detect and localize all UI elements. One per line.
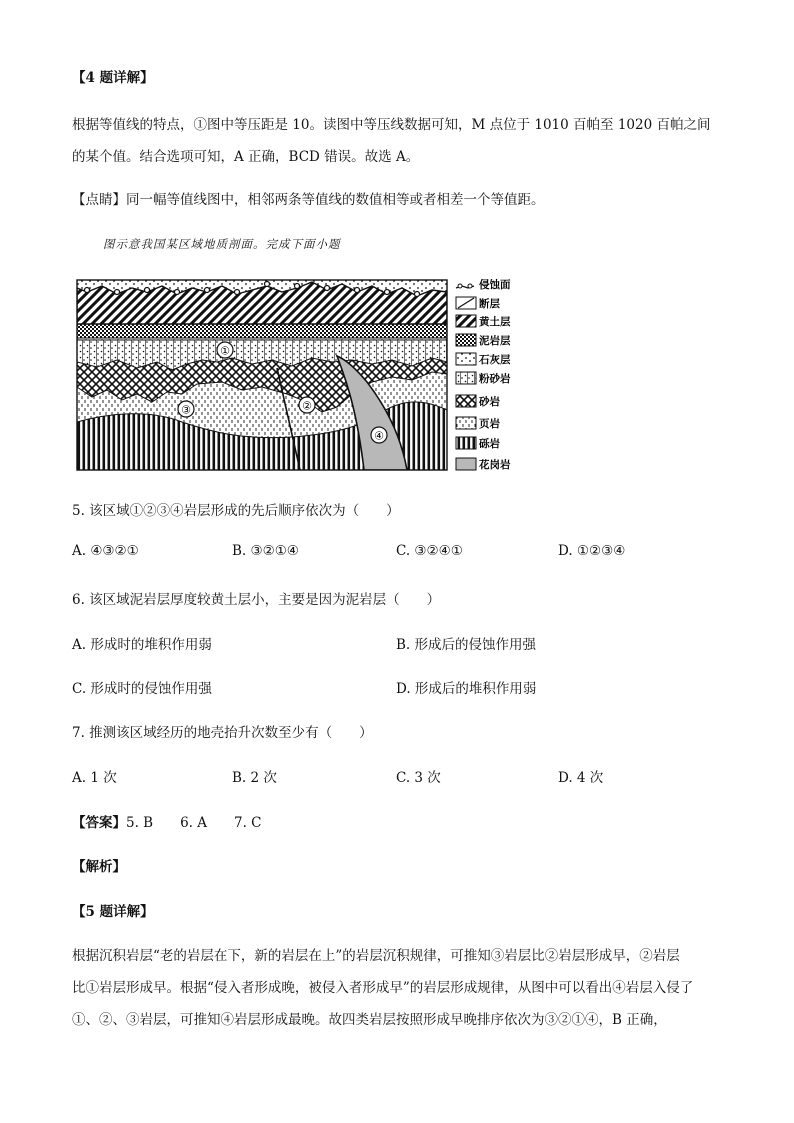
svg-text:页岩: 页岩 bbox=[479, 418, 500, 430]
legend-gravel bbox=[456, 437, 500, 450]
q6-option-c[interactable]: C. 形成时的侵蚀作用强 bbox=[72, 681, 212, 697]
q7-option-b[interactable]: B. 2 次 bbox=[232, 770, 277, 786]
svg-text:砾岩: 砾岩 bbox=[479, 438, 500, 450]
marker-4 bbox=[371, 427, 387, 443]
sec4-line2: 的某个值。结合选项可知，A 正确，BCD 错误。故选 A。 bbox=[72, 149, 420, 165]
q6-stem: 6. 该区域泥岩层厚度较黄土层小，主要是因为泥岩层（ ） bbox=[72, 592, 441, 608]
svg-text:侵蚀面: 侵蚀面 bbox=[479, 279, 511, 291]
svg-text:④: ④ bbox=[374, 429, 384, 443]
marker-1 bbox=[217, 342, 233, 358]
svg-text:②: ② bbox=[302, 399, 312, 413]
layer-mudstone bbox=[77, 324, 447, 338]
legend-shale bbox=[456, 417, 500, 430]
legend-granite bbox=[456, 458, 511, 471]
svg-text:石灰层: 石灰层 bbox=[479, 354, 511, 366]
q5-option-d[interactable]: D. ①②③④ bbox=[558, 543, 626, 559]
svg-text:花岗岩: 花岗岩 bbox=[479, 459, 511, 471]
legend-siltstone bbox=[456, 372, 511, 385]
svg-text:砂岩: 砂岩 bbox=[479, 396, 500, 408]
analysis-heading: 【解析】 bbox=[72, 859, 126, 875]
q7-option-d[interactable]: D. 4 次 bbox=[558, 770, 604, 786]
sec5-line3: ①、②、③岩层，可推知④岩层形成最晚。故四类岩层按照形成早晚排序依次为③②①④，B 正确， bbox=[72, 1012, 667, 1028]
q5-option-b[interactable]: B. ③②①④ bbox=[232, 543, 299, 559]
sec5-line1: 根据沉积岩层“老的岩层在下，新的岩层在上”的岩层沉积规律，可推知③岩层比②岩层形成早，②岩层 bbox=[72, 948, 680, 964]
sec4-line1: 根据等值线的特点，①图中等压距是 10。读图中等压线数据可知，M 点位于 1010 百帕至 1020 百帕之间 bbox=[72, 117, 711, 133]
q5-option-a[interactable]: A. ④③②① bbox=[72, 543, 139, 559]
svg-text:断层: 断层 bbox=[479, 298, 500, 310]
sec5-line2: 比①岩层形成早。根据“侵入者形成晚，被侵入者形成早”的岩层形成规律，从图中可以看出④岩层入侵了 bbox=[72, 980, 694, 996]
marker-3 bbox=[178, 401, 194, 417]
sec5-heading: 【5 题详解】 bbox=[72, 904, 154, 920]
answer-values: 5. B 6. A 7. C bbox=[126, 815, 262, 831]
tip-paragraph: 【点睛】同一幅等值线图中，相邻两条等值线的数值相等或者相差一个等值距。 bbox=[72, 192, 545, 208]
answer-line bbox=[72, 811, 262, 831]
sec4-heading: 【4 题详解】 bbox=[72, 70, 154, 86]
q7-option-a[interactable]: A. 1 次 bbox=[72, 770, 117, 786]
svg-text:①: ① bbox=[220, 344, 230, 358]
legend-mudstone bbox=[456, 334, 511, 347]
legend bbox=[456, 278, 511, 471]
legend-sandstone bbox=[456, 395, 500, 408]
geologic-cross-section-figure bbox=[72, 272, 532, 477]
svg-text:粉砂岩: 粉砂岩 bbox=[479, 373, 511, 385]
q7-stem: 7. 推测该区域经历的地壳抬升次数至少有（ ） bbox=[72, 725, 373, 741]
q6-option-d[interactable]: D. 形成后的堆积作用弱 bbox=[396, 681, 537, 697]
svg-text:泥岩层: 泥岩层 bbox=[479, 335, 511, 347]
q5-option-c[interactable]: C. ③②④① bbox=[396, 543, 463, 559]
legend-erosion bbox=[456, 278, 511, 291]
q6-option-a[interactable]: A. 形成时的堆积作用弱 bbox=[72, 637, 212, 653]
figure-caption: 图示意我国某区域地质剖面。完成下面小题 bbox=[103, 237, 341, 251]
q5-stem: 5. 该区域①②③④岩层形成的先后顺序依次为（ ） bbox=[72, 503, 400, 519]
q6-option-b[interactable]: B. 形成后的侵蚀作用强 bbox=[396, 637, 537, 653]
answer-label: 【答案】 bbox=[72, 815, 126, 831]
q7-option-c[interactable]: C. 3 次 bbox=[396, 770, 441, 786]
legend-fault bbox=[456, 297, 500, 310]
svg-text:黄土层: 黄土层 bbox=[479, 316, 511, 328]
svg-text:③: ③ bbox=[181, 403, 191, 417]
legend-limestone bbox=[456, 353, 511, 366]
marker-2 bbox=[299, 397, 315, 413]
legend-loess bbox=[456, 315, 511, 328]
